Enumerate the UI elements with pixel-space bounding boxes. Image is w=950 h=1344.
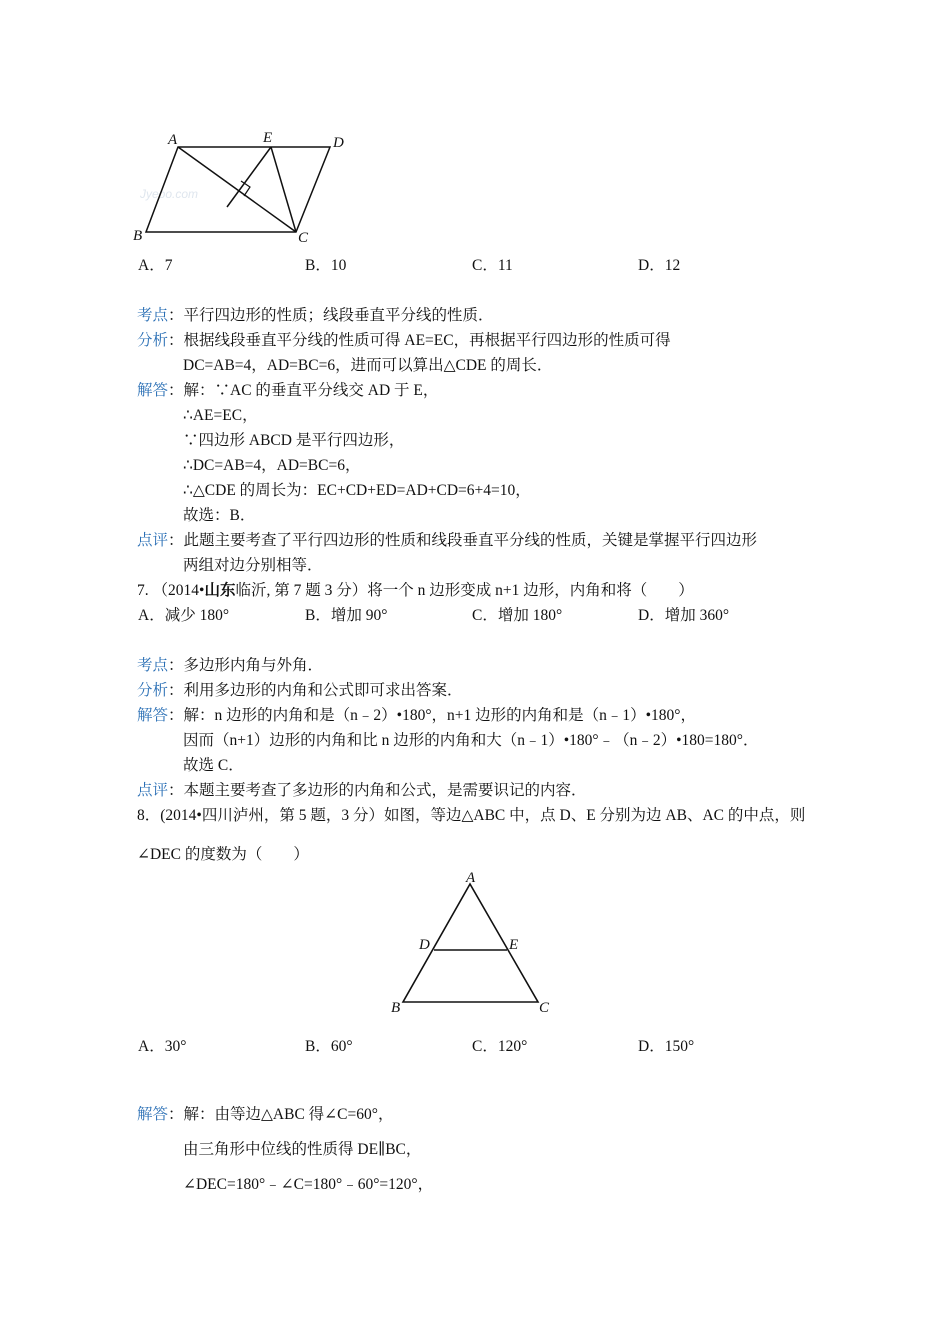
option-a: A．7: [138, 257, 173, 274]
q7-dianping-label: 点评: [137, 782, 169, 799]
q8-jieda-label: 解答: [137, 1106, 169, 1123]
q8-option-c: C．120°: [472, 1038, 528, 1055]
q7-jieda-line2: 因而（n+1）边形的内角和比 n 边形的内角和大（n﹣1）•180°﹣（n﹣2）•180=180°．: [183, 732, 759, 749]
q7-stem-pre: 7. （2014•: [137, 582, 205, 599]
jieda-text: ：解：∵AC 的垂直平分线交 AD 于 E，: [168, 382, 439, 399]
q6-dianping-line2: 两组对边分别相等．: [183, 557, 323, 574]
q8-jieda-line3: ∠DEC=180°﹣∠C=180°﹣60°=120°，: [183, 1176, 434, 1193]
q7-jieda: [137, 703, 696, 725]
q7-stem-bold: 山东: [204, 582, 236, 599]
tri-label-e: E: [509, 937, 519, 953]
q8-option-b: B．60°: [305, 1038, 353, 1055]
parallelogram-figure: [128, 128, 358, 250]
tri-label-a: A: [466, 870, 476, 886]
option-d: D．12: [638, 257, 681, 274]
q7-jieda-label: 解答: [137, 707, 169, 724]
tri-label-b: B: [391, 1000, 401, 1016]
q8-jieda-text: ：解：由等边△ABC 得∠C=60°，: [168, 1106, 394, 1123]
label-a: A: [168, 132, 178, 148]
label-b: B: [133, 228, 143, 244]
q6-jieda-line6: 故选：B．: [183, 507, 256, 524]
kaodian-label: 考点: [137, 307, 169, 324]
q7-stem-post: 临沂, 第 7 题 3 分）将一个 n 边形变成 n+1 边形，内角和将（ ）: [235, 582, 694, 599]
q6-dianping: [137, 528, 757, 550]
q8-stem-line2: ∠DEC 的度数为（ ）: [137, 846, 309, 863]
label-e: E: [263, 130, 273, 146]
option-b: B．10: [305, 257, 347, 274]
q6-kaodian: [137, 303, 494, 325]
fenxi-label: 分析: [137, 332, 169, 349]
q7-fenxi-text: ：利用多边形的内角和公式即可求出答案．: [168, 682, 463, 699]
q7-jieda-line3: 故选 C．: [183, 757, 244, 774]
q6-jieda-line5: ∴△CDE 的周长为：EC+CD+ED=AD+CD=6+4=10，: [183, 482, 531, 499]
q7-jieda-text: ：解：n 边形的内角和是（n﹣2）•180°，n+1 边形的内角和是（n﹣1）•180°，: [168, 707, 697, 724]
dianping-label: 点评: [137, 532, 169, 549]
q7-fenxi: [137, 678, 463, 700]
tri-label-c: C: [539, 1000, 550, 1016]
kaodian-text: ：平行四边形的性质；线段垂直平分线的性质．: [168, 307, 494, 324]
triangle-figure: [383, 866, 563, 1022]
q7-option-a: A．减少 180°: [138, 607, 230, 624]
dianping-text: ：此题主要考查了平行四边形的性质和线段垂直平分线的性质，关键是掌握平行四边形: [168, 532, 758, 549]
q7-dianping-text: ：本题主要考查了多边形的内角和公式，是需要识记的内容．: [168, 782, 587, 799]
q7-option-b: B．增加 90°: [305, 607, 388, 624]
label-c: C: [298, 230, 309, 246]
q8-option-d: D．150°: [638, 1038, 695, 1055]
segment-ec: [271, 147, 296, 232]
q7-kaodian-label: 考点: [137, 657, 169, 674]
q6-jieda-line2: ∴AE=EC，: [183, 407, 258, 424]
fenxi-text: ：根据线段垂直平分线的性质可得 AE=EC，再根据平行四边形的性质可得: [168, 332, 671, 349]
q6-jieda-line3: ∵四边形 ABCD 是平行四边形，: [183, 432, 405, 449]
q7-kaodian: [137, 653, 323, 675]
q7-fenxi-label: 分析: [137, 682, 169, 699]
q7-option-c: C．增加 180°: [472, 607, 563, 624]
label-d: D: [333, 135, 344, 151]
q6-jieda-line4: ∴DC=AB=4，AD=BC=6，: [183, 457, 361, 474]
q7-kaodian-text: ：多边形内角与外角．: [168, 657, 324, 674]
q7-dianping: [137, 778, 587, 800]
q8-jieda-line2: 由三角形中位线的性质得 DE∥BC，: [183, 1141, 422, 1158]
tri-label-d: D: [419, 937, 430, 953]
option-c: C．11: [472, 257, 513, 274]
q8-jieda: [137, 1102, 393, 1124]
q6-jieda: [137, 378, 438, 400]
q8-option-a: A．30°: [138, 1038, 187, 1055]
q7-stem: [137, 578, 694, 600]
q6-fenxi-line2: DC=AB=4，AD=BC=6，进而可以算出△CDE 的周长．: [183, 357, 553, 374]
jieda-label: 解答: [137, 382, 169, 399]
q6-fenxi: [137, 328, 671, 350]
q8-stem-line1: 8．(2014•四川泸州，第 5 题，3 分）如图，等边△ABC 中，点 D、E 分别为边 AB、AC 的中点，则: [137, 807, 806, 824]
q7-option-d: D．增加 360°: [638, 607, 730, 624]
watermark: Jyeoo.com: [140, 187, 199, 201]
